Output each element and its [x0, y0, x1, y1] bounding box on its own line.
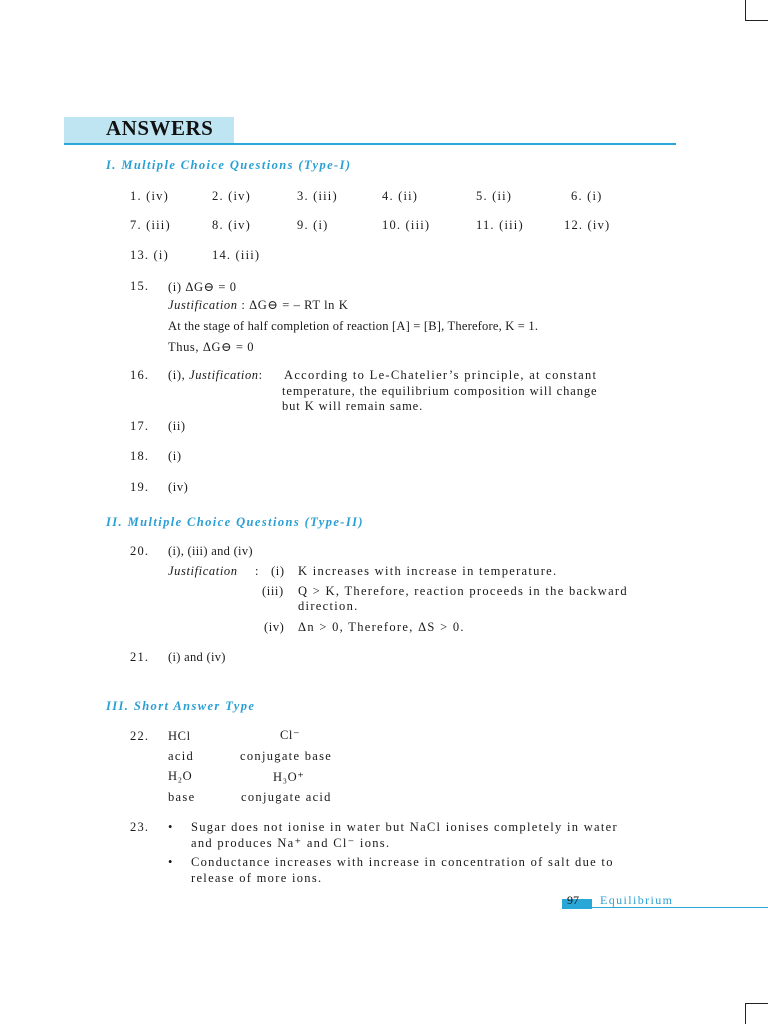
mcq1-answer: 5. (ii)	[476, 189, 513, 203]
mcq1-answer: 2. (iv)	[212, 189, 251, 203]
mcq1-answer: 4. (ii)	[382, 189, 419, 203]
q15-justification	[168, 297, 348, 313]
q22-label: base	[168, 790, 196, 804]
bullet: •	[168, 820, 173, 834]
question-number: 23.	[130, 820, 150, 834]
q17-answer: (ii)	[168, 419, 186, 433]
q22-label: conjugate base	[240, 749, 333, 763]
justification-text: : ΔG⊖ = – RT ln K	[237, 298, 349, 312]
mcq1-answer: 11. (iii)	[476, 218, 524, 232]
q21-answer: (i) and (iv)	[168, 650, 226, 664]
mcq1-answer: 9. (i)	[297, 218, 329, 232]
crop-mark	[745, 0, 746, 20]
question-number: 19.	[130, 480, 150, 494]
q22-base: H₂O	[168, 769, 193, 783]
crop-mark	[745, 1003, 768, 1004]
question-number: 16.	[130, 368, 150, 382]
q16-answer: (i),	[168, 368, 190, 382]
q23-point: Sugar does not ionise in water but NaCl ionises completely in water	[191, 820, 618, 834]
q20-reason: Δn > 0, Therefore, ΔS > 0.	[298, 620, 465, 634]
q22-conjugate-base: Cl⁻	[280, 728, 301, 742]
q23-point: and produces Na⁺ and Cl⁻ ions.	[191, 836, 391, 850]
q23-point: Conductance increases with increase in concentration of salt due to	[191, 855, 614, 869]
question-number: 21.	[130, 650, 150, 664]
justification-label: Justification	[168, 298, 238, 312]
q23-point: release of more ions.	[191, 871, 323, 885]
q22-conjugate-acid: H₃O⁺	[273, 770, 305, 784]
q15-text: At the stage of half completion of reaction [A] = [B], Therefore, K = 1.	[168, 319, 539, 333]
mcq1-answer: 1. (iv)	[130, 189, 169, 203]
bullet: •	[168, 855, 173, 869]
q20-reason: direction.	[298, 599, 359, 613]
q20-key: (iv)	[264, 620, 285, 634]
crop-mark	[745, 1003, 746, 1024]
section-heading-3: III. Short Answer Type	[106, 699, 256, 713]
q16-text: temperature, the equilibrium composition will change	[282, 384, 598, 398]
q15-conclusion: Thus, ΔG⊖ = 0	[168, 340, 255, 354]
q15-answer: (i) ΔG⊖ = 0	[168, 280, 237, 294]
section-heading-1: I. Multiple Choice Questions (Type-I)	[106, 158, 352, 172]
question-number: 18.	[130, 449, 150, 463]
q20-key: (i)	[271, 564, 285, 578]
q19-answer: (iv)	[168, 480, 189, 494]
q22-acid: HCl	[168, 729, 191, 743]
justification-label: Justification	[189, 368, 259, 382]
q16-text: but K will remain same.	[282, 399, 424, 413]
question-number: 20.	[130, 544, 150, 558]
mcq1-answer: 7. (iii)	[130, 218, 171, 232]
title-rule	[64, 143, 676, 145]
crop-mark	[745, 20, 768, 21]
mcq1-answer: 12. (iv)	[564, 218, 611, 232]
q22-label: acid	[168, 749, 195, 763]
page-number: 97	[567, 893, 579, 907]
mcq1-answer: 10. (iii)	[382, 218, 431, 232]
mcq1-answer: 3. (iii)	[297, 189, 338, 203]
q20-reason: K increases with increase in temperature.	[298, 564, 558, 578]
mcq1-answer: 13. (i)	[130, 248, 169, 262]
justification-label: Justification	[168, 564, 238, 578]
mcq1-answer: 14. (iii)	[212, 248, 261, 262]
q20-colon: :	[255, 564, 260, 578]
question-number: 22.	[130, 729, 150, 743]
mcq1-answer: 8. (iv)	[212, 218, 251, 232]
q18-answer: (i)	[168, 449, 182, 463]
mcq1-answer: 6. (i)	[571, 189, 603, 203]
question-number: 15.	[130, 279, 150, 293]
page-title: ANSWERS	[106, 116, 214, 140]
q20-key: (iii)	[262, 584, 284, 598]
q16-colon: :	[258, 368, 263, 382]
q20-answer: (i), (iii) and (iv)	[168, 544, 253, 558]
q16-text: According to Le-Chatelier’s principle, at constant	[284, 368, 598, 382]
q22-label: conjugate acid	[241, 790, 332, 804]
q16-label	[168, 368, 263, 383]
chapter-name: Equilibrium	[600, 893, 674, 907]
q20-reason: Q > K, Therefore, reaction proceeds in the backward	[298, 584, 628, 598]
section-heading-2: II. Multiple Choice Questions (Type-II)	[106, 515, 364, 529]
question-number: 17.	[130, 419, 150, 433]
